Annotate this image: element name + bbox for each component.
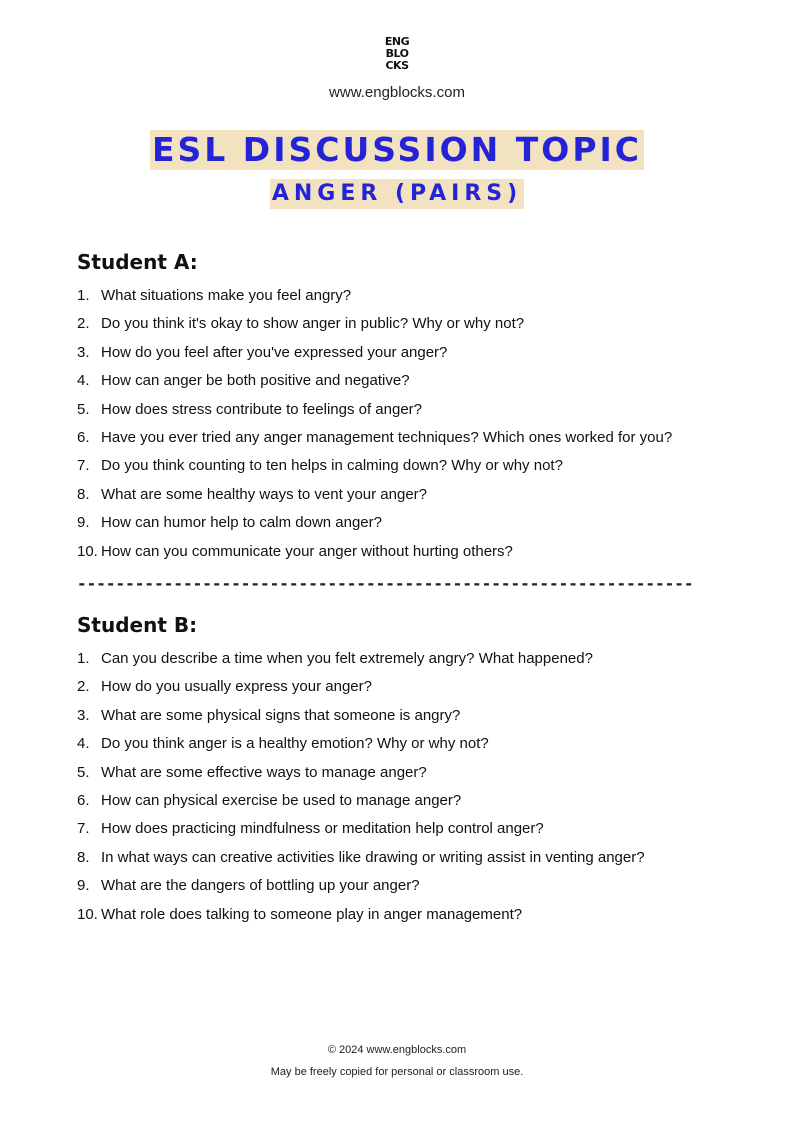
question-number: 9. (77, 877, 90, 895)
question-text: How does practicing mindfulness or meditation help control anger? (101, 820, 544, 838)
question-item (77, 848, 645, 876)
question-text: What are some healthy ways to vent your anger? (101, 485, 428, 503)
question-text: What situations make you feel angry? (101, 287, 352, 304)
student-a-questions (77, 286, 672, 570)
student-a-heading: Student A: (77, 250, 198, 274)
question-text: Do you think anger is a healthy emotion? Why or why not? (101, 735, 489, 753)
question-item (77, 456, 672, 484)
question-item (77, 400, 672, 428)
question-item (77, 706, 645, 734)
title-block (0, 130, 794, 170)
student-b-heading: Student B: (77, 613, 198, 637)
logo-line: ENG (384, 35, 410, 48)
page-subtitle: ANGER (PAIRS) (270, 179, 524, 209)
question-text: How can you communicate your anger without hurting others? (101, 542, 513, 560)
logo-line: BLO (385, 47, 409, 60)
question-text: In what ways can creative activities like drawing or writing assist in venting anger? (101, 848, 645, 866)
question-number: 9. (77, 514, 90, 532)
question-number: 6. (77, 428, 90, 446)
question-number: 10. (77, 905, 98, 923)
question-text: How does stress contribute to feelings of anger? (101, 400, 423, 418)
question-text: What are some physical signs that someone is angry? (101, 706, 461, 724)
question-item (77, 428, 672, 456)
question-item (77, 286, 672, 314)
page-title: ESL DISCUSSION TOPIC (151, 130, 642, 169)
question-number: 7. (77, 820, 90, 838)
question-number: 6. (77, 791, 90, 809)
question-number: 1. (77, 287, 90, 304)
question-item (77, 677, 645, 705)
question-number: 4. (77, 372, 90, 390)
engblocks-logo (0, 36, 794, 72)
question-text: What role does talking to someone play in anger management? (101, 905, 523, 923)
question-number: 2. (77, 678, 90, 696)
question-text: Have you ever tried any anger management techniques? Which ones worked for you? (101, 428, 673, 446)
question-text: How can physical exercise be used to manage anger? (101, 791, 462, 809)
question-number: 2. (77, 315, 90, 333)
question-item (77, 649, 645, 677)
question-item (77, 371, 672, 399)
question-item (77, 513, 672, 541)
question-number: 3. (77, 706, 90, 724)
question-text: How can humor help to calm down anger? (101, 514, 382, 532)
question-item (77, 791, 645, 819)
question-item (77, 819, 645, 847)
footer-copyright: © 2024 www.engblocks.com (327, 1044, 467, 1056)
question-number: 5. (77, 763, 90, 781)
question-number: 5. (77, 400, 90, 418)
question-item (77, 343, 672, 371)
question-text: Do you think it's okay to show anger in public? Why or why not? (101, 315, 525, 333)
question-number: 1. (77, 650, 90, 667)
student-b-questions (77, 649, 645, 933)
question-number: 7. (77, 457, 90, 475)
question-item (77, 763, 645, 791)
question-text: How do you feel after you've expressed your anger? (101, 343, 448, 361)
site-url[interactable]: www.engblocks.com (329, 84, 465, 101)
question-text: How do you usually express your anger? (101, 678, 372, 696)
section-divider: ---------------------------------------------------------------- (77, 574, 694, 593)
subtitle-block (0, 179, 794, 209)
question-text: How can anger be both positive and negative? (101, 372, 410, 390)
question-item (77, 734, 645, 762)
question-text: What are the dangers of bottling up your anger? (101, 877, 420, 895)
question-text: Can you describe a time when you felt extremely angry? What happened? (101, 650, 593, 667)
footer-note: May be freely copied for personal or classroom use. (270, 1066, 524, 1078)
question-number: 10. (77, 542, 98, 560)
question-number: 4. (77, 735, 90, 753)
question-number: 3. (77, 343, 90, 361)
question-number: 8. (77, 848, 90, 866)
question-item (77, 905, 645, 933)
question-item (77, 542, 672, 570)
question-text: Do you think counting to ten helps in calming down? Why or why not? (101, 457, 563, 475)
question-item (77, 876, 645, 904)
question-number: 8. (77, 485, 90, 503)
question-text: What are some effective ways to manage anger? (101, 763, 427, 781)
question-item (77, 314, 672, 342)
logo-line: CKS (385, 59, 409, 72)
question-item (77, 485, 672, 513)
